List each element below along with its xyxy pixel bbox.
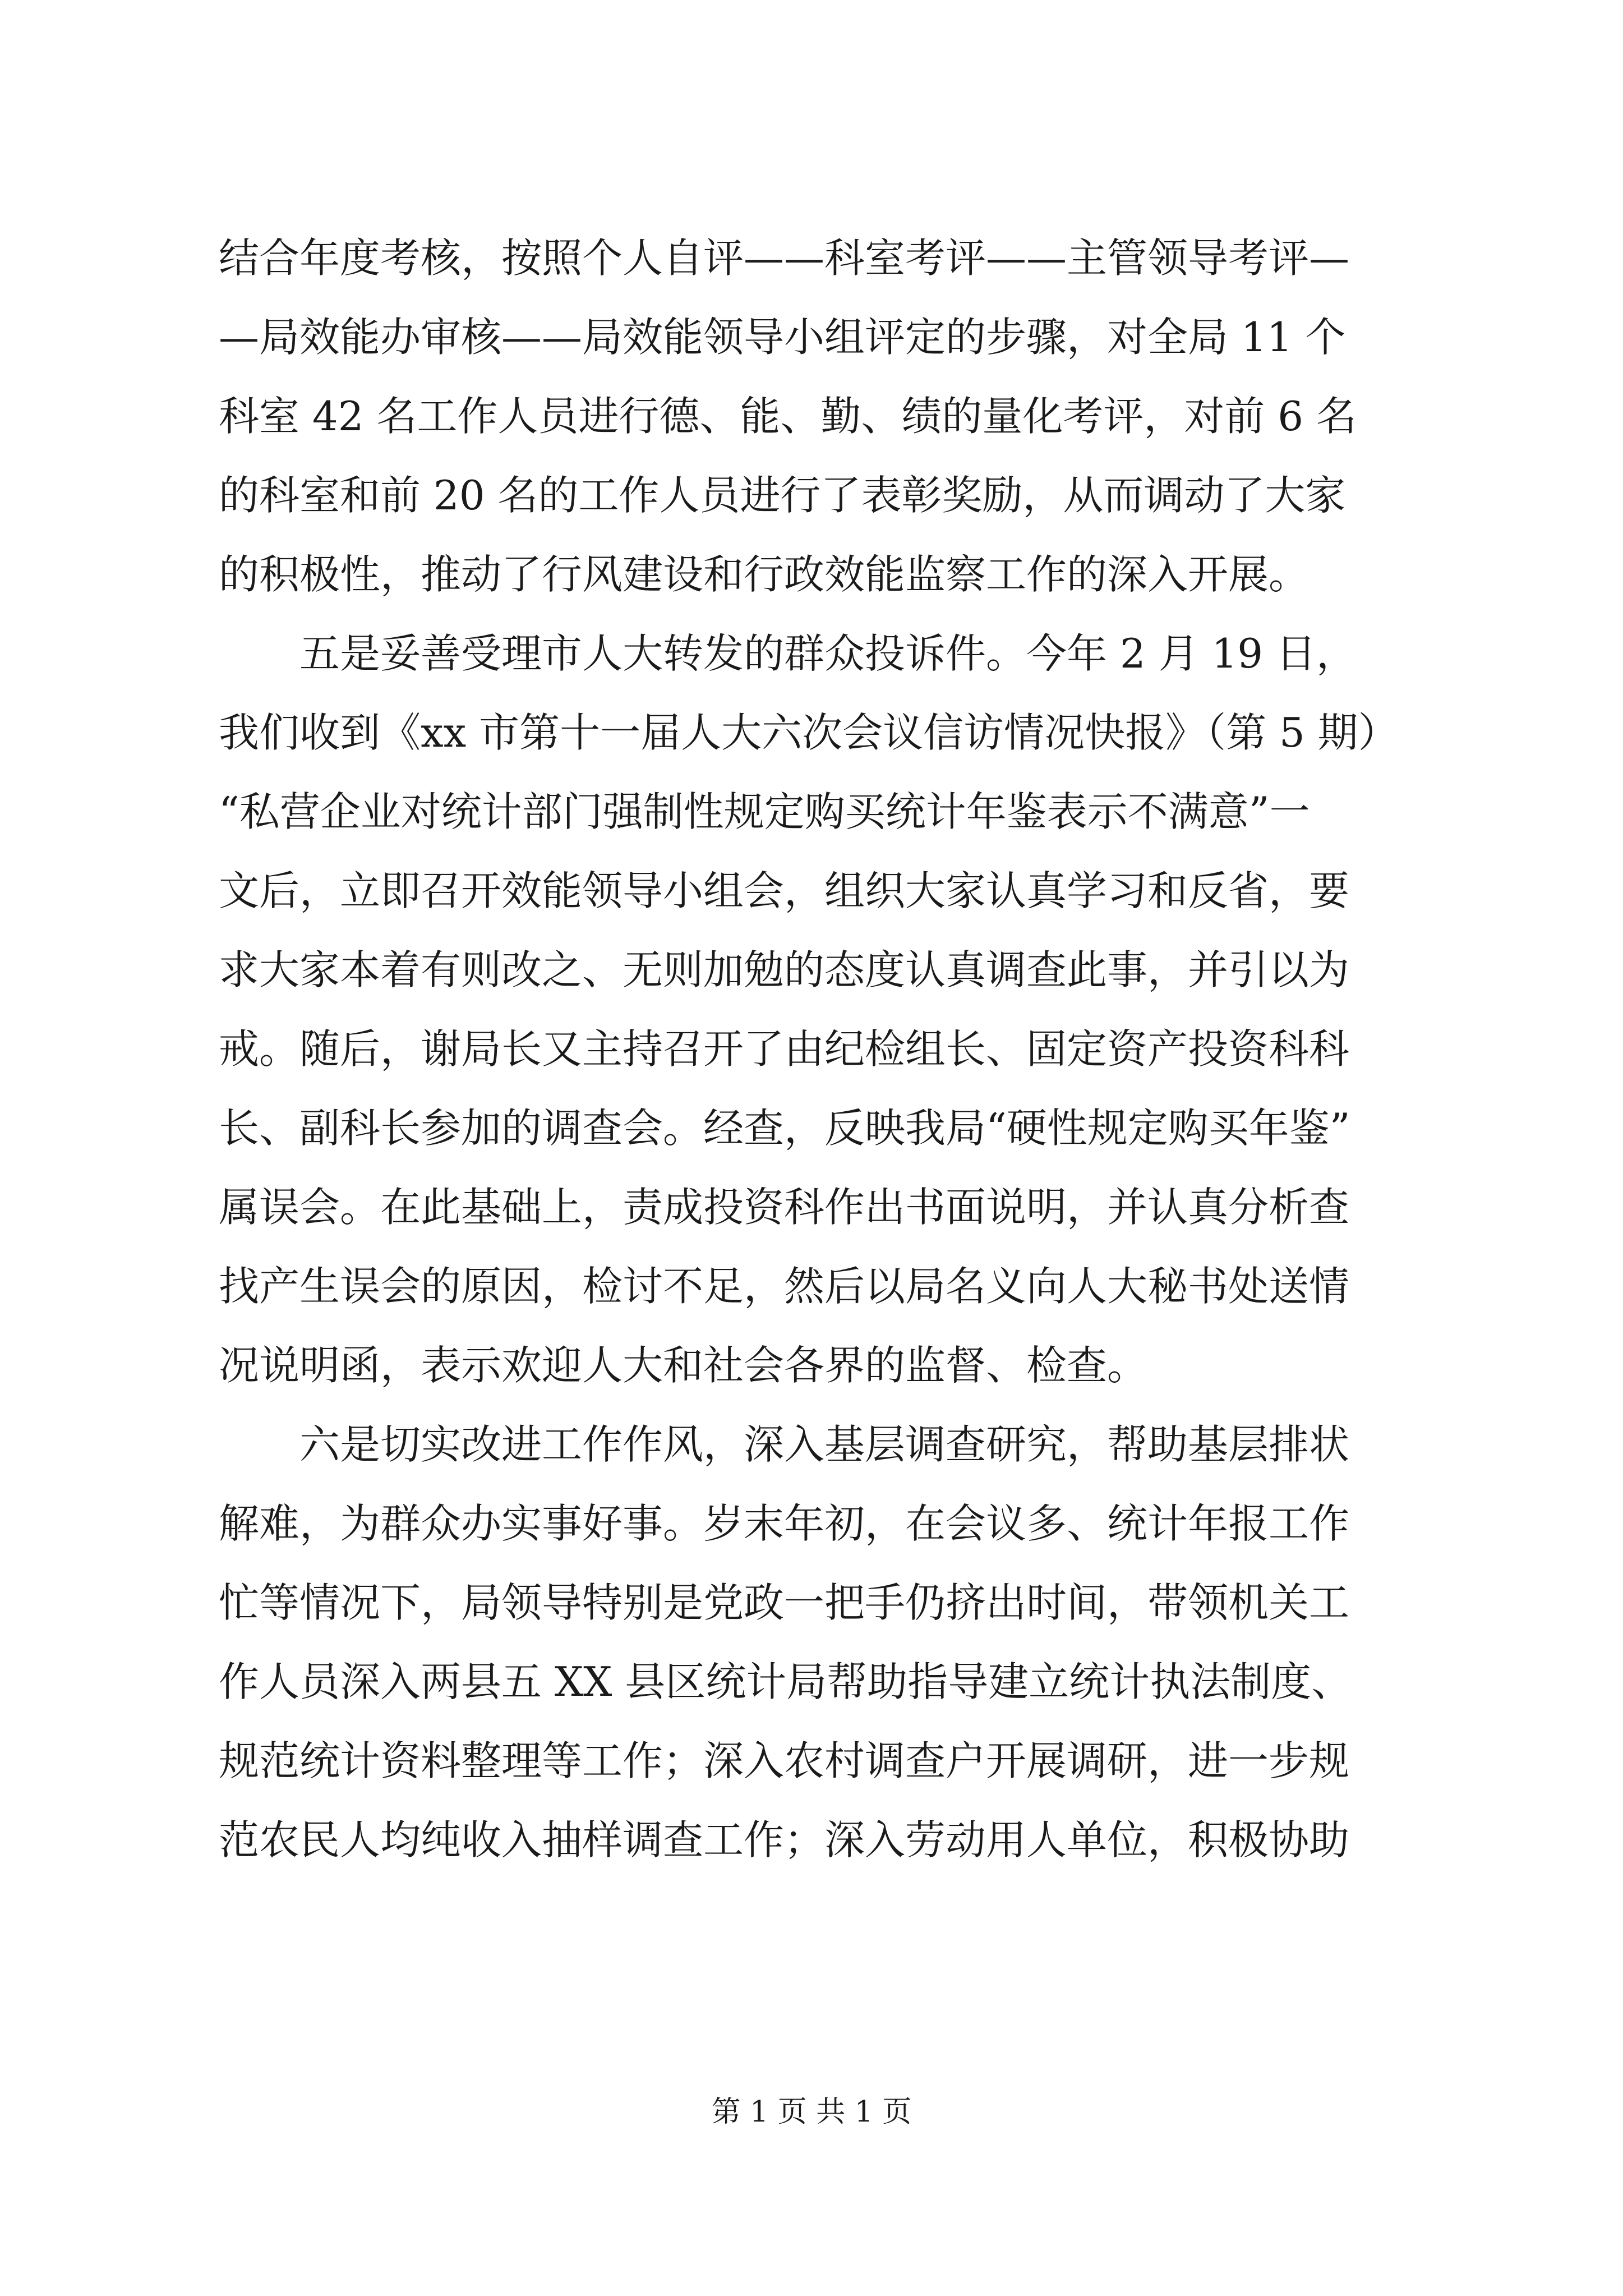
- paragraph-start-line: 六是切实改进工作作风，深入基层调查研究，帮助基层排状: [299, 1421, 1350, 1468]
- document-body: [219, 219, 1413, 1880]
- text-line: 戒。随后，谢局长又主持召开了由纪检组长、固定资产投资科科: [219, 1025, 1350, 1073]
- text-line: 属误会。在此基础上，责成投资科作出书面说明，并认真分析查: [219, 1184, 1350, 1231]
- text-line: 作人员深入两县五 XX 县区统计局帮助指导建立统计执法制度、: [219, 1658, 1352, 1705]
- text-line: 解难，为群众办实事好事。岁末年初，在会议多、统计年报工作: [219, 1500, 1350, 1547]
- text-line: 的积极性，推动了行风建设和行政效能监察工作的深入开展。: [219, 551, 1310, 598]
- text-line: 的科室和前 20 名的工作人员进行了表彰奖励，从而调动了大家: [219, 472, 1346, 519]
- text-line: 科室 42 名工作人员进行德、能、勤、绩的量化考评，对前 6 名: [219, 393, 1357, 440]
- paragraph-start-line: 五是妥善受理市人大转发的群众投诉件。今年 2 月 19 日，: [299, 630, 1357, 677]
- text-line: 范农民人均纯收入抽样调查工作；深入劳动用人单位，积极协助: [219, 1816, 1350, 1864]
- page-footer: 第 1 页 共 1 页: [711, 2095, 912, 2129]
- text-line: 结合年度考核，按照个人自评——科室考评——主管领导考评—: [219, 234, 1350, 282]
- text-line: 长、副科长参加的调查会。经查，反映我局“硬性规定购买年鉴”: [219, 1105, 1350, 1152]
- text-line: —局效能办审核——局效能领导小组评定的步骤，对全局 11 个: [219, 314, 1346, 361]
- text-line: 规范统计资料整理等工作；深入农村调查户开展调研，进一步规: [219, 1737, 1350, 1784]
- text-line: “私营企业对统计部门强制性规定购买统计年鉴表示不满意”一: [219, 788, 1310, 835]
- text-line: 我们收到《xx 市第十一届人大六次会议信访情况快报》（第 5 期）: [219, 709, 1399, 756]
- text-line: 况说明函，表示欢迎人大和社会各界的监督、检查。: [219, 1342, 1148, 1389]
- text-line: 求大家本着有则改之、无则加勉的态度认真调查此事，并引以为: [219, 946, 1350, 993]
- text-line: 忙等情况下，局领导特别是党政一把手仍挤出时间，带领机关工: [219, 1579, 1350, 1626]
- text-line: 文后，立即召开效能领导小组会，组织大家认真学习和反省，要: [219, 867, 1350, 914]
- text-line: 找产生误会的原因，检讨不足，然后以局名义向人大秘书处送情: [219, 1263, 1350, 1310]
